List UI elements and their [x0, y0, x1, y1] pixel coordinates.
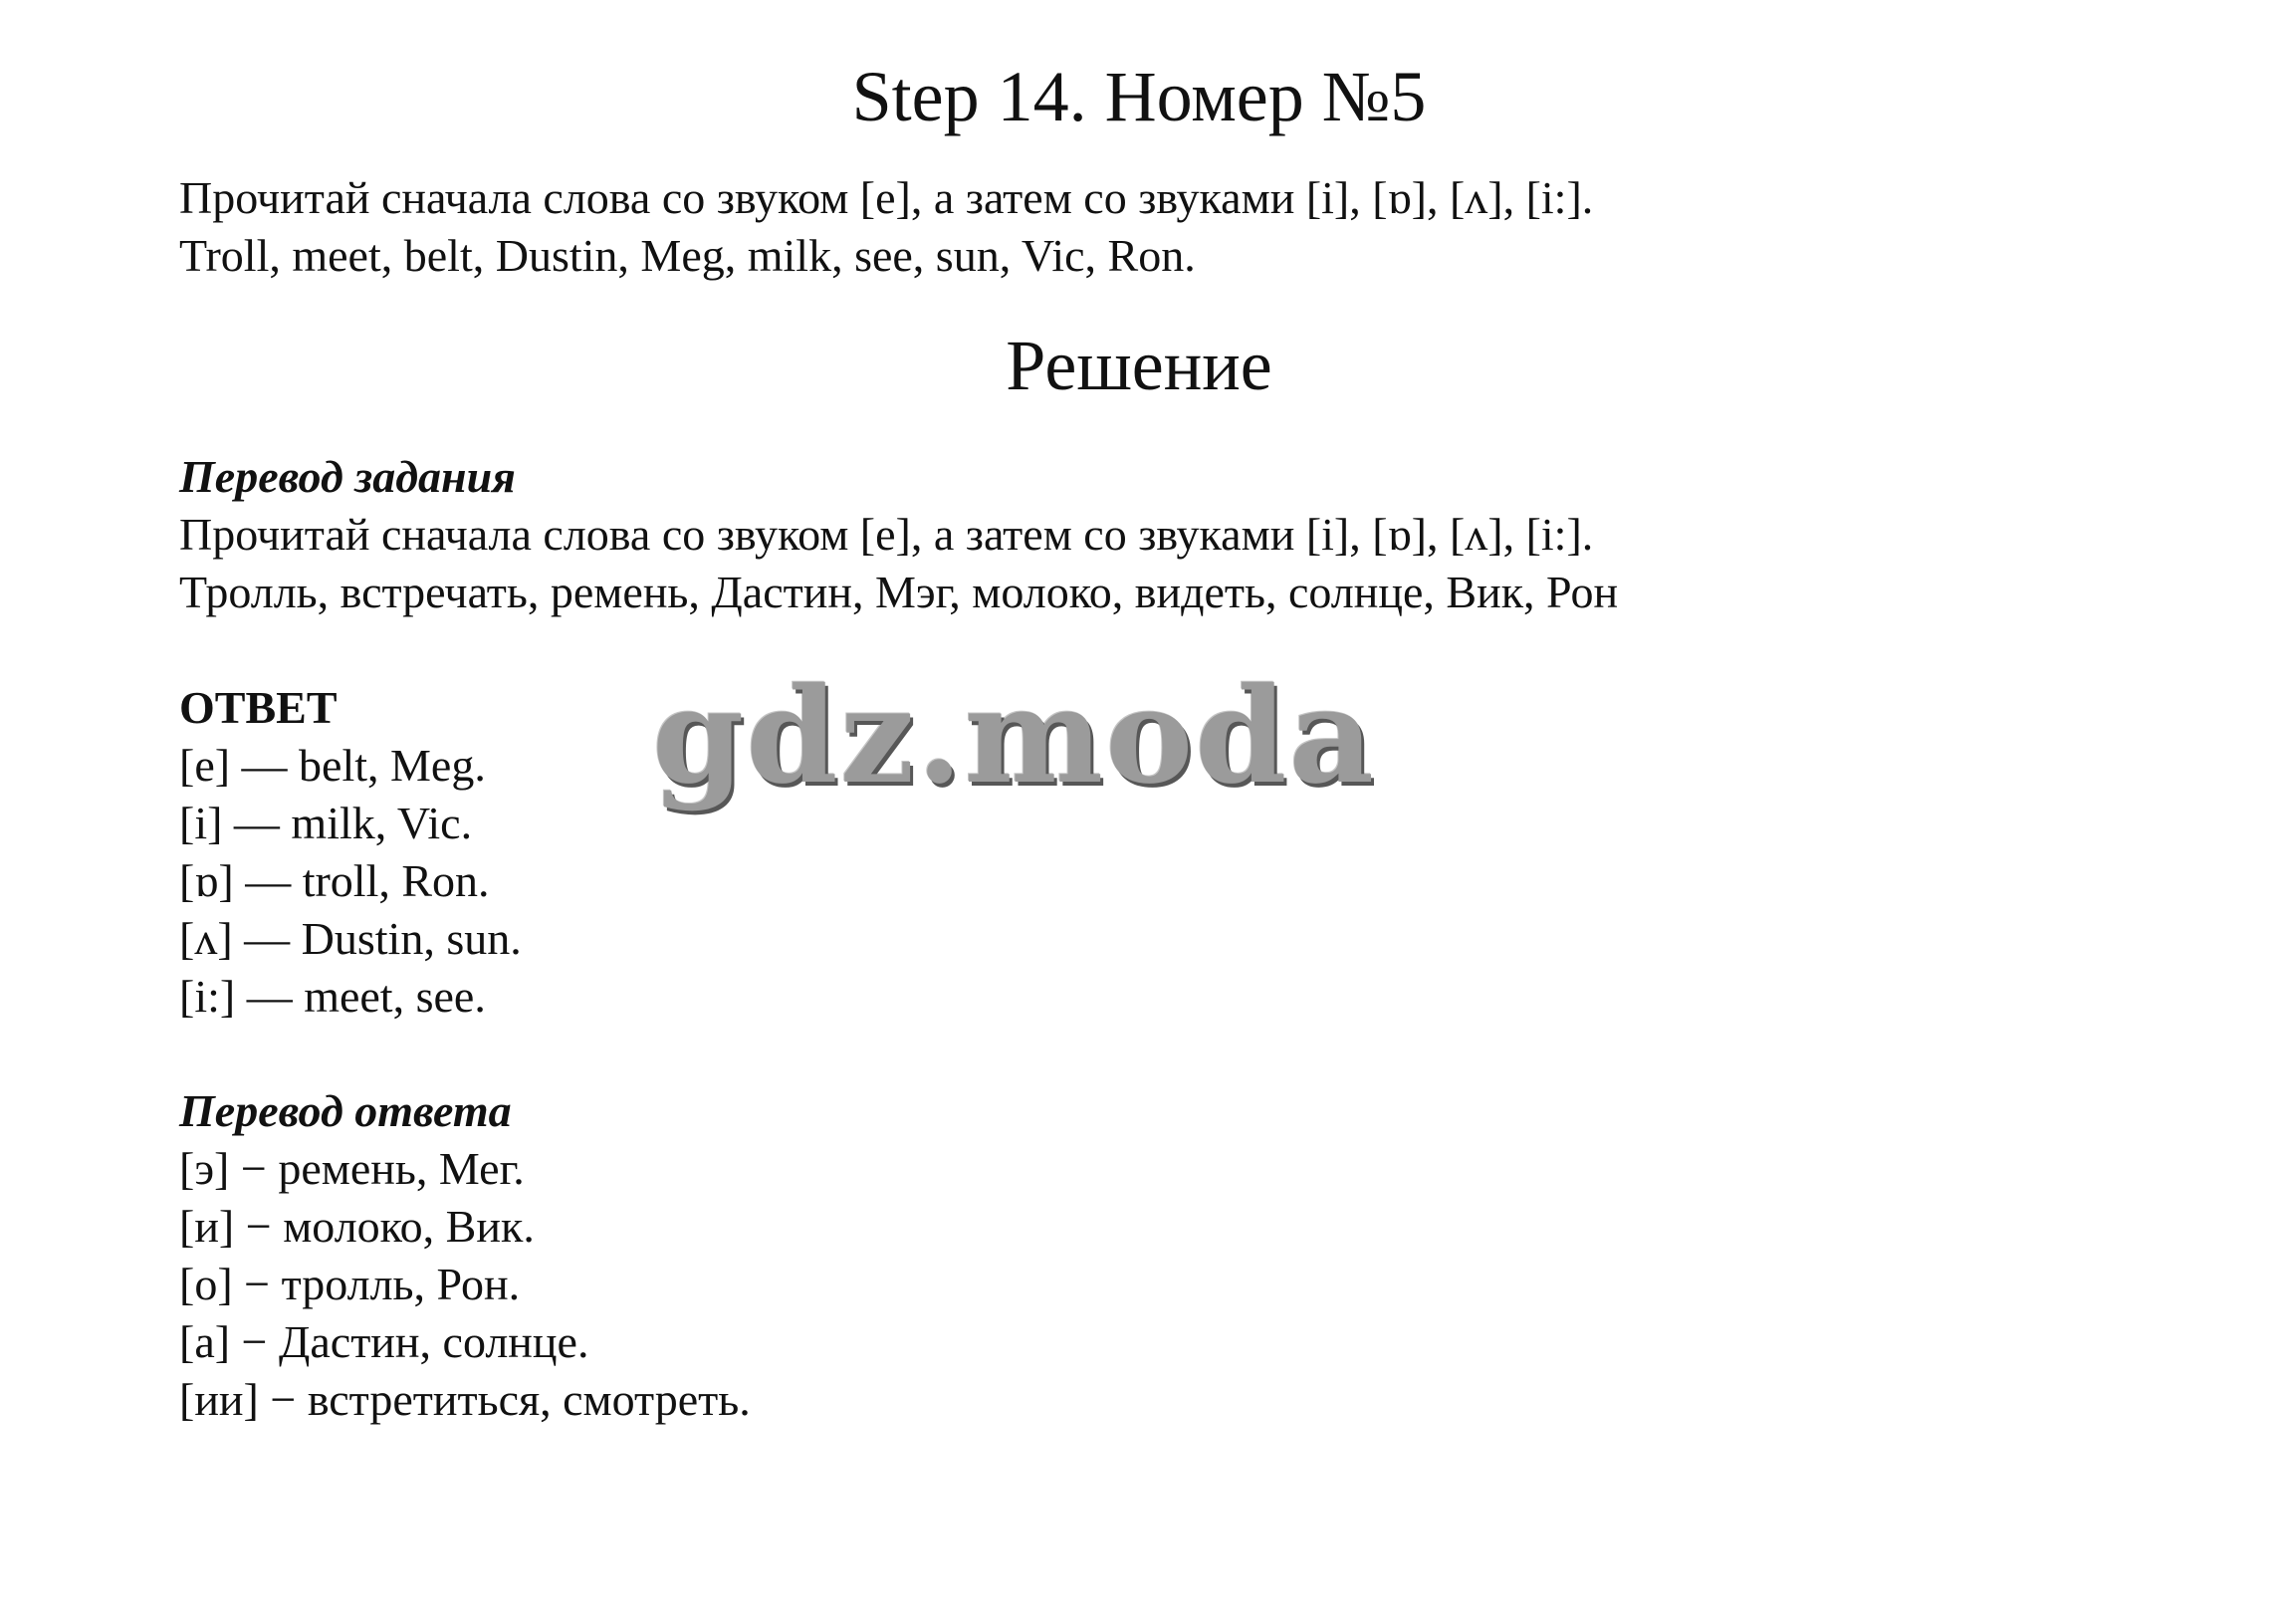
answer-translation-line-o: [о] − тролль, Рон. [179, 1259, 521, 1309]
answer-translation-line-e: [э] − ремень, Мег. [179, 1143, 525, 1194]
answer-line-o: [ɒ] — troll, Ron. [179, 855, 490, 906]
answer-line-u: [ʌ] — Dustin, sun. [179, 913, 522, 964]
answer-translation-block [179, 1082, 2071, 1429]
answer-line-i: [i] — milk, Vic. [179, 798, 473, 848]
watermark-logo: gdz.moda [652, 659, 1377, 813]
task-instruction: Прочитай сначала слова со звуком [e], а затем со звуками [i], [ɒ], [ʌ], [i:]. [179, 172, 1594, 223]
task-translation-heading: Перевод задания [179, 451, 516, 502]
solution-heading: Решение [1006, 326, 1272, 405]
answer-translation-line-i: [и] − молоко, Вик. [179, 1201, 535, 1252]
answer-heading: ОТВЕТ [179, 682, 338, 733]
answer-translation-line-a: [а] − Дастин, солнце. [179, 1316, 589, 1367]
answer-translation-heading: Перевод ответа [179, 1085, 512, 1136]
page-title: Step 14. Номер №5 [851, 57, 1427, 136]
answer-line-e: [e] — belt, Meg. [179, 740, 486, 791]
task-translation-instruction: Прочитай сначала слова со звуком [e], а затем со звуками [i], [ɒ], [ʌ], [i:]. [179, 509, 1594, 560]
task-translation-words: Тролль, встречать, ремень, Дастин, Мэг, молоко, видеть, солнце, Вик, Рон [179, 567, 1619, 617]
task-block [179, 169, 2071, 285]
task-words: Troll, meet, belt, Dustin, Meg, milk, see, sun, Vic, Ron. [179, 230, 1196, 281]
task-translation-block [179, 448, 2071, 621]
answer-translation-line-ii: [ии] − встретиться, смотреть. [179, 1374, 751, 1425]
answer-line-ii: [i:] — meet, see. [179, 971, 486, 1022]
